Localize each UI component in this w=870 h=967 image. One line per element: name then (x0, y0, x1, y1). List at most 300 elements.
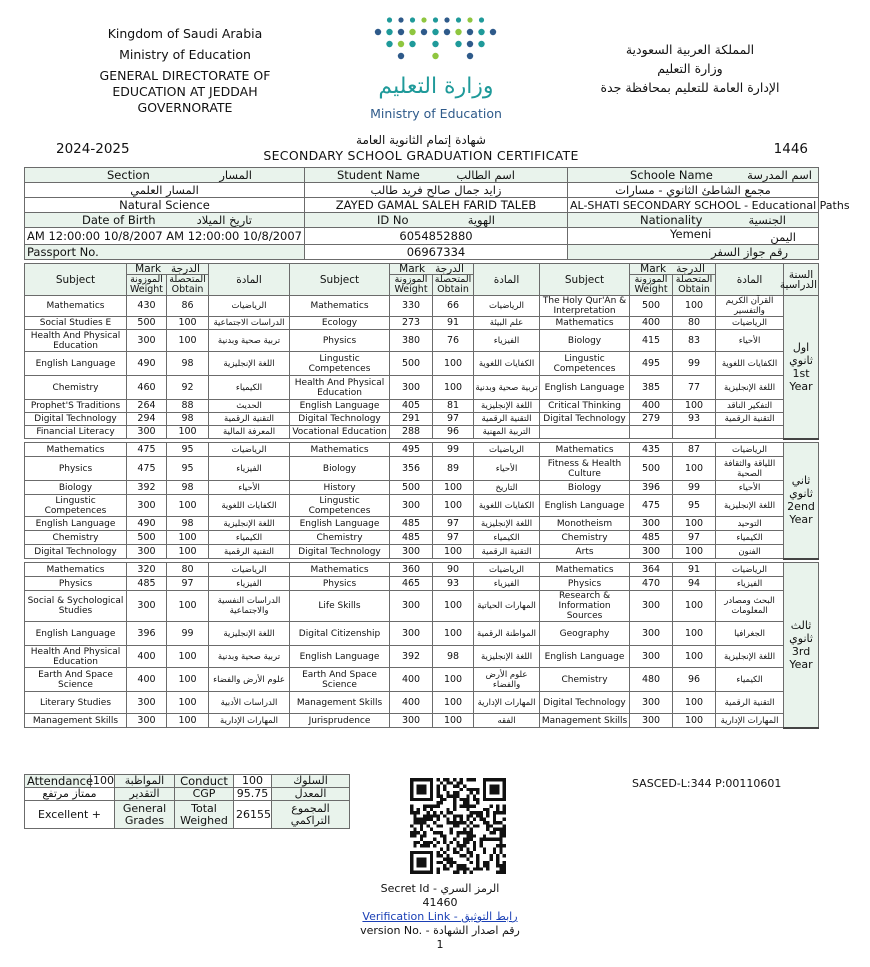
verification-link[interactable]: Verification Link - رابط التوثيق (362, 910, 518, 923)
subject-cell: Health And Physical Education (25, 646, 127, 668)
sasced-code: SASCED-L:344 P:00110601 (632, 777, 782, 790)
subject-ar-cell: البحث ومصادر المعلومات (716, 591, 784, 622)
weight-cell: 300 (127, 330, 167, 352)
weight-header (127, 275, 167, 296)
weight-cell: 288 (390, 426, 433, 439)
obtain-cell: 99 (433, 443, 474, 457)
subject-cell: Mathematics (540, 563, 630, 577)
subject-cell: Chemistry (25, 376, 127, 400)
grade-en-value: Excellent + (25, 801, 115, 829)
table-row (25, 714, 819, 728)
subject-ar-cell: التقنية الرقمية (716, 692, 784, 714)
weight-cell: 400 (630, 400, 673, 413)
subject-ar-cell: الرياضيات (474, 296, 540, 317)
weight-cell: 294 (127, 413, 167, 426)
obtain-cell: 100 (167, 330, 209, 352)
obtain-cell: 98 (167, 352, 209, 376)
table-row (25, 646, 819, 668)
obtain-cell: 98 (433, 646, 474, 668)
subject-cell: Mathematics (290, 563, 390, 577)
obtain-cell: 93 (433, 577, 474, 591)
subject-ar-cell: الكيمياء (209, 531, 290, 545)
weight-cell: 500 (127, 317, 167, 330)
subject-ar-cell: الكيمياء (716, 531, 784, 545)
dob-value: AM 12:00:00 10/8/2007 (166, 228, 302, 243)
subject-cell: Monotheism (540, 517, 630, 531)
school-label (568, 168, 819, 183)
subject-ar-cell: تربية صحية وبدنية (209, 330, 290, 352)
subject-ar-cell: الكيمياء (209, 376, 290, 400)
mark-header-en: Mark (640, 263, 667, 275)
logo-dot (432, 53, 438, 59)
subject-ar-cell: التربية المهنية (474, 426, 540, 439)
table-row (25, 668, 819, 692)
year-label (784, 563, 819, 728)
subject-ar-header: المادة (209, 264, 290, 296)
section-label-en: Section (107, 167, 150, 182)
logo-dot (432, 41, 438, 47)
subject-ar-cell: اللياقة والثقافة الصحية (716, 457, 784, 481)
obtain-cell: 77 (673, 376, 716, 400)
weight-cell: 400 (127, 668, 167, 692)
subject-cell: Prophet'S Traditions (25, 400, 127, 413)
marks-table (24, 263, 819, 729)
weight-cell: 360 (390, 563, 433, 577)
obtain-header (167, 275, 209, 296)
weight-cell: 291 (390, 413, 433, 426)
header-left (60, 26, 310, 116)
conduct-value: 100 (234, 775, 272, 788)
weight-cell: 500 (390, 352, 433, 376)
mark-header (390, 264, 474, 275)
subject-ar-cell: الفقه (474, 714, 540, 728)
subject-cell: English Language (290, 517, 390, 531)
obtain-cell: 95 (167, 457, 209, 481)
attendance-value: 100 (91, 775, 115, 788)
obtain-cell: 100 (673, 457, 716, 481)
header-left-line: Kingdom of Saudi Arabia (107, 26, 263, 41)
obtain-cell: 100 (433, 352, 474, 376)
obtain-cell: 96 (433, 426, 474, 439)
marks-subheader-row (25, 275, 819, 296)
subject-ar-cell (716, 426, 784, 439)
table-row (25, 622, 819, 646)
academic-year-header: السنة الدراسية (784, 264, 819, 296)
subject-ar-cell: الدراسات النفسية والاجتماعية (209, 591, 290, 622)
subject-cell: Health And Physical Education (290, 376, 390, 400)
subject-ar-cell: المهارات الإدارية (209, 714, 290, 728)
subject-header: Subject (540, 264, 630, 296)
grade-ar-label: التقدير (115, 788, 175, 801)
obtain-cell: 80 (167, 563, 209, 577)
weight-cell: 475 (630, 495, 673, 517)
subject-ar-cell: التاريخ (474, 481, 540, 495)
total-weighed-label-ar: المجموع التراكمي (272, 801, 350, 829)
obtain-header-en: Obtain (171, 284, 204, 295)
subject-ar-cell: الدراسات الأدبية (209, 692, 290, 714)
year-label-en: 1st Year (789, 366, 813, 393)
weight-cell: 300 (630, 714, 673, 728)
subject-ar-cell: الأحياء (474, 457, 540, 481)
weight-cell: 500 (630, 457, 673, 481)
subject-ar-cell: الفيزياء (209, 457, 290, 481)
subject-cell: Management Skills (540, 714, 630, 728)
obtain-cell (673, 426, 716, 439)
subject-ar-cell: الدراسات الاجتماعية (209, 317, 290, 330)
subject-cell: Management Skills (25, 714, 127, 728)
table-row (25, 517, 819, 531)
subject-ar-cell: الكفايات اللغوية (474, 352, 540, 376)
subject-ar-cell: علوم الأرض والفضاء (474, 668, 540, 692)
subject-ar-cell: اللغة الإنجليزية (716, 376, 784, 400)
weight-cell: 405 (390, 400, 433, 413)
obtain-cell: 97 (433, 517, 474, 531)
subject-cell: Lingustic Competences (540, 352, 630, 376)
logo-dot (467, 53, 473, 59)
verification-block (330, 882, 550, 952)
obtain-header-ar: المتحصلة (675, 274, 713, 285)
subject-ar-cell: الرياضيات (474, 563, 540, 577)
logo-dot (444, 17, 449, 22)
subject-cell: Management Skills (290, 692, 390, 714)
logo-dot (375, 29, 381, 35)
obtain-cell: 99 (673, 352, 716, 376)
subject-ar-cell: اللغة الإنجليزية (716, 495, 784, 517)
weight-cell: 320 (127, 563, 167, 577)
dob-label-ar: تاريخ الميلاد (196, 212, 252, 227)
obtain-cell: 100 (673, 545, 716, 559)
subject-cell: Social Studies E (25, 317, 127, 330)
obtain-cell: 76 (433, 330, 474, 352)
table-row (25, 481, 819, 495)
header-right (560, 40, 820, 97)
subject-ar-cell: الرياضيات (209, 563, 290, 577)
year-label-ar: ثاني ثانوي (789, 474, 813, 501)
weight-cell: 470 (630, 577, 673, 591)
table-row (25, 376, 819, 400)
table-row (25, 296, 819, 317)
logo-dot (386, 41, 392, 47)
subject-ar-cell: الأحياء (209, 481, 290, 495)
logo-dot (478, 29, 484, 35)
logo-dot (467, 17, 472, 22)
obtain-cell: 95 (673, 495, 716, 517)
subject-cell: Mathematics (290, 296, 390, 317)
obtain-cell: 97 (433, 531, 474, 545)
weight-cell: 475 (127, 443, 167, 457)
obtain-cell: 100 (433, 545, 474, 559)
table-row (25, 545, 819, 559)
weight-cell: 300 (390, 495, 433, 517)
subject-ar-cell: التقنية الرقمية (209, 545, 290, 559)
subject-ar-cell: الأحياء (716, 330, 784, 352)
obtain-cell: 98 (167, 481, 209, 495)
weight-cell: 300 (630, 692, 673, 714)
cgp-value: 95.75 (234, 788, 272, 801)
subject-ar-cell: الرياضيات (716, 317, 784, 330)
table-row (25, 426, 819, 439)
subject-ar-cell: الفيزياء (474, 330, 540, 352)
weight-header-ar: الموزونة (634, 274, 668, 285)
mark-header-ar: الدرجة (676, 263, 705, 275)
obtain-cell: 100 (433, 668, 474, 692)
table-row (25, 352, 819, 376)
obtain-cell: 100 (433, 481, 474, 495)
dob-label-en: Date of Birth (82, 212, 156, 227)
weight-cell: 500 (127, 531, 167, 545)
school-label-ar: اسم المدرسة (747, 167, 812, 182)
school-label-en: Schoole Name (630, 167, 713, 182)
obtain-cell: 100 (673, 622, 716, 646)
subject-cell: Chemistry (540, 668, 630, 692)
weight-cell: 264 (127, 400, 167, 413)
logo-dot (467, 29, 473, 35)
obtain-header-en: Obtain (437, 284, 469, 295)
header-left-line: GOVERNORATE (137, 100, 233, 115)
weight-cell: 396 (630, 481, 673, 495)
header-left-line: EDUCATION AT JEDDAH (112, 84, 258, 99)
subject-cell: English Language (290, 646, 390, 668)
section-en: Natural Science (25, 198, 305, 213)
subject-ar-cell: تربية صحية وبدنية (474, 376, 540, 400)
cgp-label: CGP (175, 788, 234, 801)
table-row (25, 531, 819, 545)
weight-cell: 300 (127, 545, 167, 559)
weight-cell: 273 (390, 317, 433, 330)
subject-cell: Lingustic Competences (25, 495, 127, 517)
weight-cell: 385 (630, 376, 673, 400)
weight-cell: 490 (127, 517, 167, 531)
subject-ar-cell: الجغرافيا (716, 622, 784, 646)
nationality-label (568, 213, 819, 228)
passport-label-ar: رقم جواز السفر (568, 245, 819, 260)
subject-cell: Life Skills (290, 591, 390, 622)
logo-dot (456, 17, 461, 22)
logo-dot (421, 29, 427, 35)
weight-cell: 356 (390, 457, 433, 481)
subject-ar-cell: الكيمياء (474, 531, 540, 545)
qr-code-icon (410, 778, 506, 874)
passport-label: Passport No. (25, 245, 305, 260)
obtain-cell: 88 (167, 400, 209, 413)
weight-cell: 380 (390, 330, 433, 352)
subject-ar-cell: التقنية الرقمية (209, 413, 290, 426)
obtain-cell: 97 (433, 413, 474, 426)
subject-ar-cell: اللغة الإنجليزية (474, 400, 540, 413)
weight-cell: 300 (630, 622, 673, 646)
mark-header (630, 264, 716, 275)
weight-cell: 400 (630, 317, 673, 330)
weight-cell: 495 (390, 443, 433, 457)
obtain-cell: 92 (167, 376, 209, 400)
subject-ar-cell: اللغة الإنجليزية (474, 517, 540, 531)
subject-cell: History (290, 481, 390, 495)
weight-cell: 300 (127, 591, 167, 622)
obtain-cell: 100 (673, 591, 716, 622)
obtain-cell: 86 (167, 296, 209, 317)
weight-cell: 279 (630, 413, 673, 426)
general-grades-label: General Grades (115, 801, 175, 829)
weight-cell: 300 (630, 646, 673, 668)
subject-cell: Financial Literacy (25, 426, 127, 439)
logo-dot (398, 17, 403, 22)
weight-cell: 300 (127, 714, 167, 728)
section-label (25, 168, 305, 183)
conduct-label: Conduct (175, 775, 234, 788)
logo-dot (490, 29, 496, 35)
obtain-cell: 83 (673, 330, 716, 352)
logo-dot (398, 29, 404, 35)
dob-label (25, 213, 305, 228)
weight-header-en: Weight (394, 284, 428, 295)
subject-cell: Chemistry (540, 531, 630, 545)
conduct-label-ar: السلوك (272, 775, 350, 788)
table-row (25, 591, 819, 622)
subject-cell: Jurisprudence (290, 714, 390, 728)
weight-cell: 500 (630, 296, 673, 317)
obtain-cell: 97 (167, 577, 209, 591)
weight-cell: 300 (127, 495, 167, 517)
weight-cell: 300 (390, 591, 433, 622)
subject-ar-cell: الحديث (209, 400, 290, 413)
obtain-cell: 100 (673, 296, 716, 317)
mark-header-ar: الدرجة (171, 263, 200, 275)
school-name-ar: مجمع الشاطئ الثانوي - مسارات (568, 183, 819, 198)
weight-cell: 490 (127, 352, 167, 376)
header-left-line: Ministry of Education (119, 47, 251, 62)
subject-ar-cell: الأحياء (716, 481, 784, 495)
subject-cell: Biology (290, 457, 390, 481)
subject-cell: Chemistry (290, 531, 390, 545)
title-english: SECONDARY SCHOOL GRADUATION CERTIFICATE (263, 148, 579, 163)
weight-header (630, 275, 673, 296)
weight-cell: 330 (390, 296, 433, 317)
logo-dot (398, 53, 404, 59)
obtain-cell: 100 (673, 692, 716, 714)
subject-ar-cell: الكفايات اللغوية (209, 495, 290, 517)
logo-dot (467, 41, 473, 47)
obtain-cell: 94 (673, 577, 716, 591)
subject-cell: Research & Information Sources (540, 591, 630, 622)
weight-cell: 465 (390, 577, 433, 591)
mark-header-en: Mark (399, 263, 426, 275)
weight-cell: 364 (630, 563, 673, 577)
mark-header (127, 264, 209, 275)
student-label-en: Student Name (337, 167, 420, 182)
obtain-cell: 100 (673, 714, 716, 728)
subject-ar-header: المادة (716, 264, 784, 296)
weight-cell: 460 (127, 376, 167, 400)
id-label-ar: الهوية (467, 212, 495, 227)
subject-cell: Digital Technology (290, 413, 390, 426)
obtain-cell: 98 (167, 413, 209, 426)
dob-values (25, 228, 305, 245)
obtain-header-en: Obtain (678, 284, 710, 295)
subject-ar-cell: المهارات الحياتية (474, 591, 540, 622)
ministry-logo (366, 14, 506, 124)
student-name-en: ZAYED GAMAL SALEH FARID TALEB (305, 198, 568, 213)
nationality-ar: اليمن (770, 230, 796, 244)
subject-cell: English Language (25, 517, 127, 531)
obtain-cell: 100 (167, 591, 209, 622)
obtain-cell: 100 (167, 668, 209, 692)
subject-cell: Earth And Space Science (290, 668, 390, 692)
subject-ar-header: المادة (474, 264, 540, 296)
year-label-en: 2end Year (787, 500, 815, 527)
logo-english-text: Ministry of Education (370, 106, 502, 121)
subject-cell: Literary Studies (25, 692, 127, 714)
obtain-cell: 100 (167, 317, 209, 330)
logo-dot (479, 17, 484, 22)
subject-ar-cell: اللغة الإنجليزية (209, 622, 290, 646)
marks-header-row (25, 264, 819, 275)
section-label-ar: المسار (219, 167, 252, 182)
subject-ar-cell: الفيزياء (716, 577, 784, 591)
weight-cell: 485 (127, 577, 167, 591)
obtain-cell: 100 (673, 400, 716, 413)
year-hijri: 1446 (773, 141, 808, 157)
subject-cell: Geography (540, 622, 630, 646)
subject-header: Subject (25, 264, 127, 296)
subject-ar-cell: الرياضيات (716, 563, 784, 577)
weight-cell: 475 (127, 457, 167, 481)
logo-dot (409, 41, 415, 47)
subject-ar-cell: الكيمياء (716, 668, 784, 692)
subject-cell: Mathematics (540, 443, 630, 457)
obtain-header-ar: المتحصلة (169, 274, 206, 285)
logo-dot (455, 29, 461, 35)
weight-cell: 400 (127, 646, 167, 668)
weight-cell: 300 (127, 692, 167, 714)
subject-cell: Digital Citizenship (290, 622, 390, 646)
section-ar: المسار العلمي (25, 183, 305, 198)
weight-cell: 415 (630, 330, 673, 352)
logo-dot (410, 17, 415, 22)
subject-cell: Mathematics (25, 443, 127, 457)
subject-ar-cell: المواطنة الرقمية (474, 622, 540, 646)
obtain-cell: 100 (167, 495, 209, 517)
table-row (25, 495, 819, 517)
nationality-values (568, 228, 819, 245)
subject-cell: Mathematics (540, 317, 630, 330)
total-weighed-label: Total Weighed (175, 801, 234, 829)
ministry-logo-icon (366, 14, 506, 74)
subject-header: Subject (290, 264, 390, 296)
attendance-label-ar: المواظبة (115, 775, 175, 788)
subject-cell: Social & Sychological Studies (25, 591, 127, 622)
subject-ar-cell: التقنية الرقمية (474, 413, 540, 426)
subject-cell: Chemistry (25, 531, 127, 545)
weight-header-ar: الموزونة (394, 274, 428, 285)
header-right-line: وزارة التعليم (657, 61, 723, 76)
certificate-title (24, 131, 818, 163)
weight-header-ar: الموزونة (130, 274, 163, 285)
table-row (25, 443, 819, 457)
version-value: 1 (436, 938, 444, 951)
nationality-en: Yemeni (670, 227, 712, 241)
obtain-cell: 100 (167, 545, 209, 559)
subject-ar-cell: الكفايات اللغوية (716, 352, 784, 376)
subject-cell: English Language (290, 400, 390, 413)
obtain-cell: 100 (433, 495, 474, 517)
subject-ar-cell: الفيزياء (209, 577, 290, 591)
subject-cell: Lingustic Competences (290, 495, 390, 517)
obtain-header (673, 275, 716, 296)
table-row (25, 692, 819, 714)
subject-ar-cell: القرآن الكريم والتفسير (716, 296, 784, 317)
subject-cell: The Holy Qur'An & Interpretation (540, 296, 630, 317)
logo-dot (432, 29, 438, 35)
